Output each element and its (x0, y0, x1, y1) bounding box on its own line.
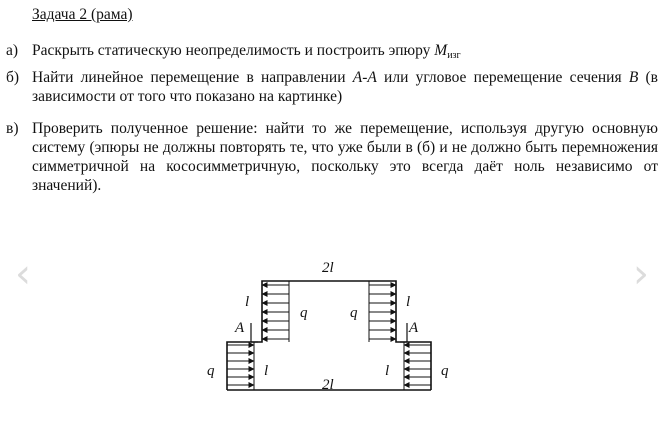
label-top-span: 2l (322, 260, 334, 276)
label-lower-left-length: l (264, 363, 269, 379)
item-marker: в) (6, 120, 19, 137)
label-section-left: A (235, 320, 245, 336)
load-lower-right (404, 342, 431, 390)
label-upper-left-load: q (300, 305, 308, 321)
label-lower-right-load: q (441, 363, 449, 379)
task-title: Задача 2 (рама) (32, 6, 133, 23)
load-upper-right (369, 281, 396, 342)
item-text-part: или угловое перемещение сечения (376, 69, 629, 86)
label-upper-right-length: l (406, 294, 411, 310)
item-text: Проверить полученное решение: найти то же перемещение, используя другую основную систему (эпюры не должны повторять те, что уже были в (б) и не должно быть перемножения симметричной на кососимметричную, поскольку это всегда даёт ноль независимо от значений). (32, 120, 658, 194)
section-label: B (628, 69, 639, 86)
item-text-part: Найти линейное перемещение в направлении (32, 69, 353, 86)
label-bottom-span: 2l (322, 377, 334, 393)
next-arrow-icon[interactable]: › (633, 251, 649, 297)
item-text-part: Раскрыть статическую неопределимость и построить эпюру (32, 42, 435, 59)
direction-label: A-A (352, 69, 377, 86)
moment-symbol: $M_{изг}$ (434, 42, 461, 61)
item-text-part: (в зависимости от того что показано на картинке) (32, 69, 658, 105)
section-marker-left (251, 323, 258, 342)
moment-subscript: изг (447, 50, 461, 61)
label-upper-left-length: l (245, 294, 250, 310)
label-upper-right-load: q (350, 305, 358, 321)
load-upper-left (262, 281, 289, 342)
load-lower-left (227, 342, 254, 390)
label-lower-right-length: l (385, 363, 390, 379)
prev-arrow-icon[interactable]: ‹ (15, 251, 31, 297)
section-marker-right (400, 323, 407, 342)
frame-outline (227, 281, 431, 390)
item-marker: а) (6, 42, 19, 59)
item-marker: б) (6, 69, 20, 86)
label-lower-left-load: q (207, 363, 215, 379)
label-section-right: A (409, 320, 419, 336)
